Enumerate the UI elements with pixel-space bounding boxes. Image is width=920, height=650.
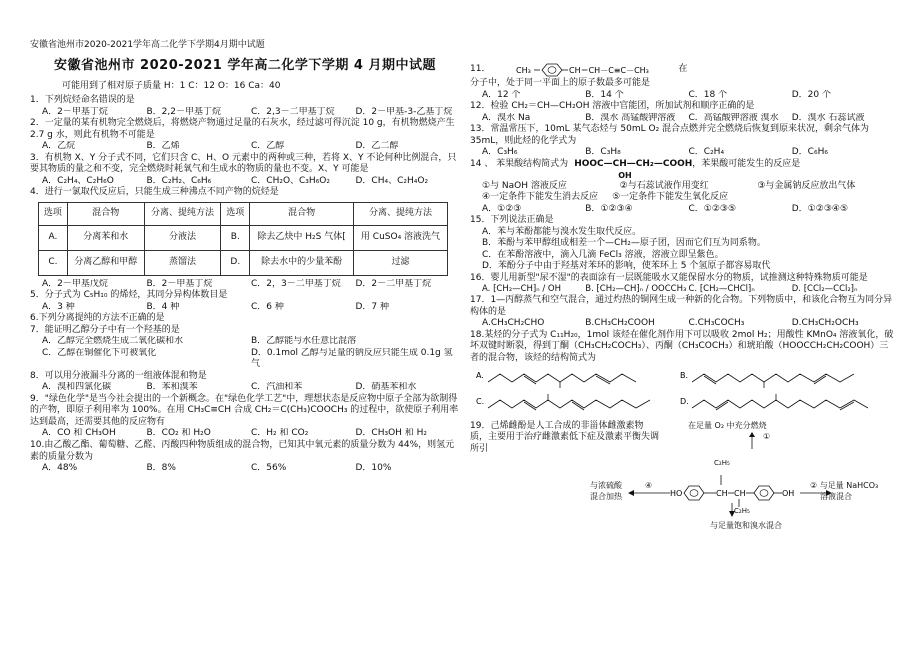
option-a: A．①②③ — [482, 203, 522, 214]
option-b: B．CO₂ 和 H₂O — [146, 428, 211, 439]
statement-row — [482, 181, 895, 193]
option-c: C.CH₃COCH₃ — [688, 318, 745, 329]
option-c: C．C₂H₄ — [688, 147, 725, 158]
options — [30, 428, 460, 440]
option-b: B．乙醇能与水任意比混溶 — [251, 336, 357, 347]
svg-text:CH: CH — [734, 488, 746, 498]
question-2 — [30, 118, 460, 153]
left-column — [30, 58, 460, 475]
table-header: 分离、提纯方法 — [353, 202, 447, 225]
option-c: C．乙醇在铜催化下可被氧化 — [42, 347, 157, 358]
question-14 — [470, 159, 895, 216]
table-cell: 除去水中的少量苯酚 — [250, 250, 354, 275]
option-b: B．8% — [146, 463, 176, 474]
table-header: 选项 — [39, 202, 68, 225]
option-d: D．硝基苯和水 — [355, 382, 417, 393]
option-b: B．溴水 高锰酸钾溶液 — [585, 112, 676, 123]
options — [470, 113, 895, 125]
statement: ⑤一定条件下能发生氧化反应 — [612, 192, 729, 203]
question-stem: 9．"绿色化学"是当今社会提出的一个新概念。在"绿色化学工艺"中，理想状态是反应物中原子全部为欲制得的产物，即原子利用率为 100%。在用 CH₃C≡CH 合成 CH₂＝C(CH₃)COOCH₃ 的过程中，欲使原子利用率达到最高，还需要其他的反应物有 — [30, 393, 459, 427]
statement: D．苯酚分子中由于羟基对苯环的影响，使苯环上 5 个氢原子都容易取代 — [482, 261, 771, 272]
question-stem: 14 、 苯果酸结构简式为 — [470, 158, 569, 169]
statement: ③与金属钠反应放出气体 — [757, 180, 856, 191]
option-d: D．0.1mol 乙醇与足量的钠反应只能生成 0.1g 氢气 — [251, 347, 453, 370]
question-stem: 8．可以用分液漏斗分离的一组液体混和物是 — [30, 370, 207, 381]
enyne-structure — [494, 62, 674, 78]
table-header: 分离、提纯方法 — [144, 202, 221, 225]
substituent-bottom: C₂H₅ — [734, 506, 750, 515]
option-d: D．C₆H₆ — [791, 147, 828, 158]
label-right-1: ② 与足量 NaHCO₃ — [810, 480, 879, 490]
svg-text:CH: CH — [716, 488, 728, 498]
option-d: D．①②③④⑤ — [791, 203, 849, 214]
table-cell: A. — [39, 225, 68, 250]
option-d: D．2－二甲基丁烷 — [355, 278, 432, 289]
question-stem: 分子中，处于同一平面上的原子数最多可能是 — [470, 78, 651, 88]
right-column — [470, 62, 895, 530]
question-7 — [30, 325, 460, 371]
options — [30, 336, 460, 371]
question-stem: 6.下列分离提纯的方法不正确的是 — [30, 313, 165, 324]
statement-list — [470, 227, 895, 273]
question-11 — [470, 62, 895, 101]
option-d: D．溴水 石蕊试液 — [791, 112, 865, 123]
options — [30, 463, 460, 475]
atomic-masses: 可能用到了相对原子质量 H：1 C：12 O：16 Ca：40 — [62, 80, 281, 91]
question-9 — [30, 394, 460, 440]
statement: ②与石蕊试液作用变红 — [619, 180, 709, 191]
svg-text:HO: HO — [670, 488, 683, 498]
svg-text:OH: OH — [782, 488, 795, 498]
statement: B．苯酚与苯甲醇组成相差一个—CH₂—原子团，因而它们互为同系物。 — [482, 238, 766, 249]
label-top: 在足量 O₂ 中充分燃烧 — [688, 420, 767, 430]
options — [470, 90, 895, 102]
option-c: C．18 个 — [688, 89, 728, 100]
svg-text:CH＝CH－C≡C－CH₃: CH＝CH－C≡C－CH₃ — [569, 66, 650, 75]
question-stem: 1．下列烷烃命名错误的是 — [30, 95, 135, 106]
question-number: 11． — [470, 64, 491, 75]
question-16 — [470, 273, 895, 295]
statement: C．在苯酚溶液中，滴入几滴 FeCl₃ 溶液，溶液立即呈紫色。 — [482, 249, 724, 260]
option-a: A．乙醇完全燃烧生成二氧化碳和水 — [42, 336, 184, 347]
option-c: C．56% — [251, 463, 287, 474]
question-11-header — [470, 62, 895, 78]
option-a: A. ⁅CH₂—CH⁆ₙ / OH — [482, 284, 561, 295]
option-b: B．C₂H₂、C₆H₆ — [146, 175, 212, 186]
option-c: C．6 种 — [251, 301, 284, 312]
reaction-scheme — [470, 431, 895, 521]
option-a: A．乙烷 — [42, 141, 76, 152]
question-stem: 5．分子式为 C₅H₁₀ 的烯烃，其同分异构体数目是 — [30, 290, 228, 301]
question-17 — [470, 295, 895, 330]
option-d: D. ⁅CCl₂—CCl₂⁆ₙ — [791, 284, 858, 295]
options — [30, 279, 460, 291]
step-number-left: ④ — [645, 480, 653, 490]
question-stem: 16．婴儿用新型"尿不湿"的表面涂有一层既能吸水又能保留水分的物质，试推测这种特殊物质可能是 — [470, 272, 868, 283]
svg-text:D.: D. — [680, 397, 689, 407]
option-a: A．12 个 — [482, 89, 521, 100]
question-stem: 2．一定量的某有机物完全燃烧后，将燃烧产物通过足量的石灰水，经过滤可得沉淀 10 g，有机物燃烧产生 2.7 g 水，则此有机物不可能是 — [30, 118, 455, 140]
table-cell: B. — [221, 225, 250, 250]
option-b: B.CH₃CH₂COOH — [585, 318, 655, 329]
option-b: B．苯和溴苯 — [146, 382, 198, 393]
question-tail: ，苯果酸可能发生的反应是 — [692, 158, 801, 169]
table-header-row — [39, 202, 448, 225]
statement: ④一定条件下能发生消去反应 — [482, 192, 599, 203]
label-right-2: 溶液混合 — [820, 491, 852, 501]
table-cell: 分液法 — [144, 225, 221, 250]
option-a: A．C₃H₆ — [482, 147, 518, 158]
step-number-top: ① — [763, 431, 771, 441]
question-stem: 17．1—丙醇蒸气和空气混合，通过灼热的铜网生成一种新的化合物。下列物质中，和该化合物互为同分异构体的是 — [470, 295, 893, 317]
option-c: C．2，3－二甲基丁烷 — [251, 278, 341, 289]
svg-text:CH₃: CH₃ — [516, 66, 532, 75]
option-c: C．CH₂O、C₃H₆O₂ — [251, 175, 330, 186]
option-b: B．4 种 — [146, 301, 180, 312]
option-b: B．①②③④ — [585, 203, 633, 214]
options — [30, 107, 460, 119]
label-bottom: 与足量饱和溴水混合 — [710, 520, 782, 530]
option-b: B．乙烯 — [146, 141, 180, 152]
exam-title: 安徽省池州市 2020-2021 学年高二化学下学期 4 月期中试题 — [54, 58, 436, 73]
svg-text:C.: C. — [476, 397, 485, 407]
option-a: A．CO 和 CH₃OH — [42, 428, 116, 439]
table-cell: 分离乙醇和甲醇 — [67, 250, 144, 275]
option-d: D．10% — [355, 463, 392, 474]
option-a: A．2－甲基丁烷 — [42, 106, 108, 117]
table-cell: 蒸馏法 — [144, 250, 221, 275]
option-a: A．C₂H₄、C₂H₆O — [42, 175, 114, 186]
table-cell: 过滤 — [353, 250, 447, 275]
polymer-options — [470, 284, 895, 295]
question-8 — [30, 371, 460, 394]
question-tail: 在 — [678, 64, 688, 75]
option-c: C．乙醇 — [251, 141, 285, 152]
table-row — [39, 225, 448, 250]
option-c: C．H₂ 和 CO₂ — [251, 428, 309, 439]
statement-list — [470, 181, 895, 204]
question-4 — [30, 187, 460, 290]
option-d: D．2－甲基-3-乙基丁烷 — [355, 106, 453, 117]
option-d: D.CH₃CH₂OCH₃ — [791, 318, 859, 329]
question-stem: 18.某烃的分子式为 C₁₁H₂₀，1mol 该烃在催化剂作用下可以吸收 2mol H₂；用酸性 KMnO₄ 溶液氧化，破坏双键时断裂，得到丁酮（CH₃CH₂COCH₃）、丙酮（CH₃COCH₃）和琥珀酸（HOOCCH₂CH₂COOH）三者的混合物，该烃的结构简式为 — [470, 329, 894, 363]
question-5 — [30, 290, 460, 313]
statement: ①与 NaOH 溶液反应 — [482, 180, 567, 191]
question-stem: 19．己烯雌酚是人工合成的非甾体雌激素物质，主要用于治疗雌激素低下症及激素平衡失调所引 — [470, 420, 660, 454]
malic-acid-structure — [574, 159, 692, 181]
option-a: A．2－甲基戊烷 — [42, 278, 108, 289]
question-stem: 13．常温常压下，10mL 某气态烃与 50mL O₂ 混合点燃并完全燃烧后恢复到原来状况，剩余气体为 35mL，则此烃的化学式为 — [470, 124, 870, 146]
options — [30, 176, 460, 188]
question-10 — [30, 440, 460, 475]
question-stem: 12．检验 CH₂＝CH—CH₂OH 溶液中官能团，所加试剂和顺序正确的是 — [470, 101, 755, 112]
option-c: C．①②③⑤ — [688, 203, 737, 214]
svg-text:B.: B. — [680, 371, 689, 381]
substituent-top: C₂H₅ — [714, 458, 730, 467]
label-left-1: 与浓硫酸 — [590, 480, 622, 490]
option-b: B．2－甲基丁烷 — [146, 278, 213, 289]
option-a: A.CH₃CH₂CHO — [482, 318, 545, 329]
question-6 — [30, 313, 460, 325]
document-header: 安徽省池州市2020-2021学年高二化学下学期4月期中试题 — [30, 40, 265, 50]
question-stem: 10.由乙酸乙酯、葡萄糖、乙醛、丙酸四种物质组成的混合物，已知其中氧元素的质量分数为 44%，则氢元素的质量分数为 — [30, 440, 455, 462]
option-d: D．乙二醇 — [355, 141, 399, 152]
question-13 — [470, 124, 895, 159]
question-14-header — [470, 159, 895, 181]
table-header: 混合物 — [67, 202, 144, 225]
question-stem: 7．能证明乙醇分子中有一个羟基的是 — [30, 324, 180, 335]
question-3 — [30, 153, 460, 188]
option-b: B．14 个 — [585, 89, 624, 100]
option-c: C．汽油和苯 — [251, 382, 303, 393]
question-18 — [470, 330, 895, 421]
table-cell: 用 CuSO₄ 溶液洗气 — [353, 225, 447, 250]
options — [30, 302, 460, 314]
table-cell: C. — [39, 250, 68, 275]
label-left-2: 混合加热 — [590, 491, 622, 501]
option-a: A．溴水 Na — [482, 112, 531, 123]
separation-table — [38, 202, 448, 276]
table-cell: D. — [221, 250, 250, 275]
table-header: 选项 — [221, 202, 250, 225]
skeletal-structures — [470, 364, 895, 416]
question-19 — [470, 420, 895, 530]
option-d: D．CH₄、C₂H₄O₂ — [355, 175, 429, 186]
option-d: D．CH₃OH 和 H₂ — [355, 428, 428, 439]
question-1 — [30, 95, 460, 118]
statement-row — [482, 192, 895, 204]
options — [470, 204, 895, 216]
options — [470, 147, 895, 159]
table-row — [39, 250, 448, 275]
options — [30, 141, 460, 153]
option-c: C．2,3－二甲基丁烷 — [251, 106, 335, 117]
option-a: A．48% — [42, 463, 78, 474]
option-a: A．3 种 — [42, 301, 75, 312]
options — [470, 318, 895, 330]
structure-oh: OH — [618, 170, 632, 180]
question-stem: 4．进行一氯取代反应后，只能生成三种沸点不同产物的烷烃是 — [30, 187, 279, 198]
option-c: C．高锰酸钾溶液 溴水 — [688, 112, 779, 123]
options — [30, 382, 460, 394]
option-b: B．2,2－甲基丁烷 — [146, 106, 221, 117]
statement: A．苯与苯酚都能与溴水发生取代反应。 — [482, 226, 642, 237]
svg-text:A.: A. — [476, 371, 484, 381]
question-15 — [470, 215, 895, 273]
table-cell: 除去乙炔中 H₂S 气体[ — [250, 225, 354, 250]
option-b: B. ⁅CH₂—CH⁆ₙ / OOCCH₃ — [585, 284, 687, 295]
table-header: 混合物 — [250, 202, 354, 225]
option-c: C. ⁅CH₂—CHCl⁆ₙ — [688, 284, 755, 295]
question-12 — [470, 101, 895, 124]
question-stem: 15．下列说法正确是 — [470, 215, 554, 226]
option-d: D．7 种 — [355, 301, 390, 312]
table-cell: 分离苯和水 — [67, 225, 144, 250]
option-b: B．C₃H₈ — [585, 147, 621, 158]
option-d: D．20 个 — [791, 89, 831, 100]
structure-main: HOOC—CH—CH₂—COOH — [574, 158, 693, 169]
option-a: A．溴和四氯化碳 — [42, 382, 112, 393]
question-stem: 3．有机物 X、Y 分子式不同，它们只含 C、H、O 元素中的两种或三种，若将 X、Y 不论何种比例混合，只要其物质的量之和不变，完全燃烧时耗氧气和生成水的物质的量也不变。X、Y 可能是 — [30, 152, 457, 175]
